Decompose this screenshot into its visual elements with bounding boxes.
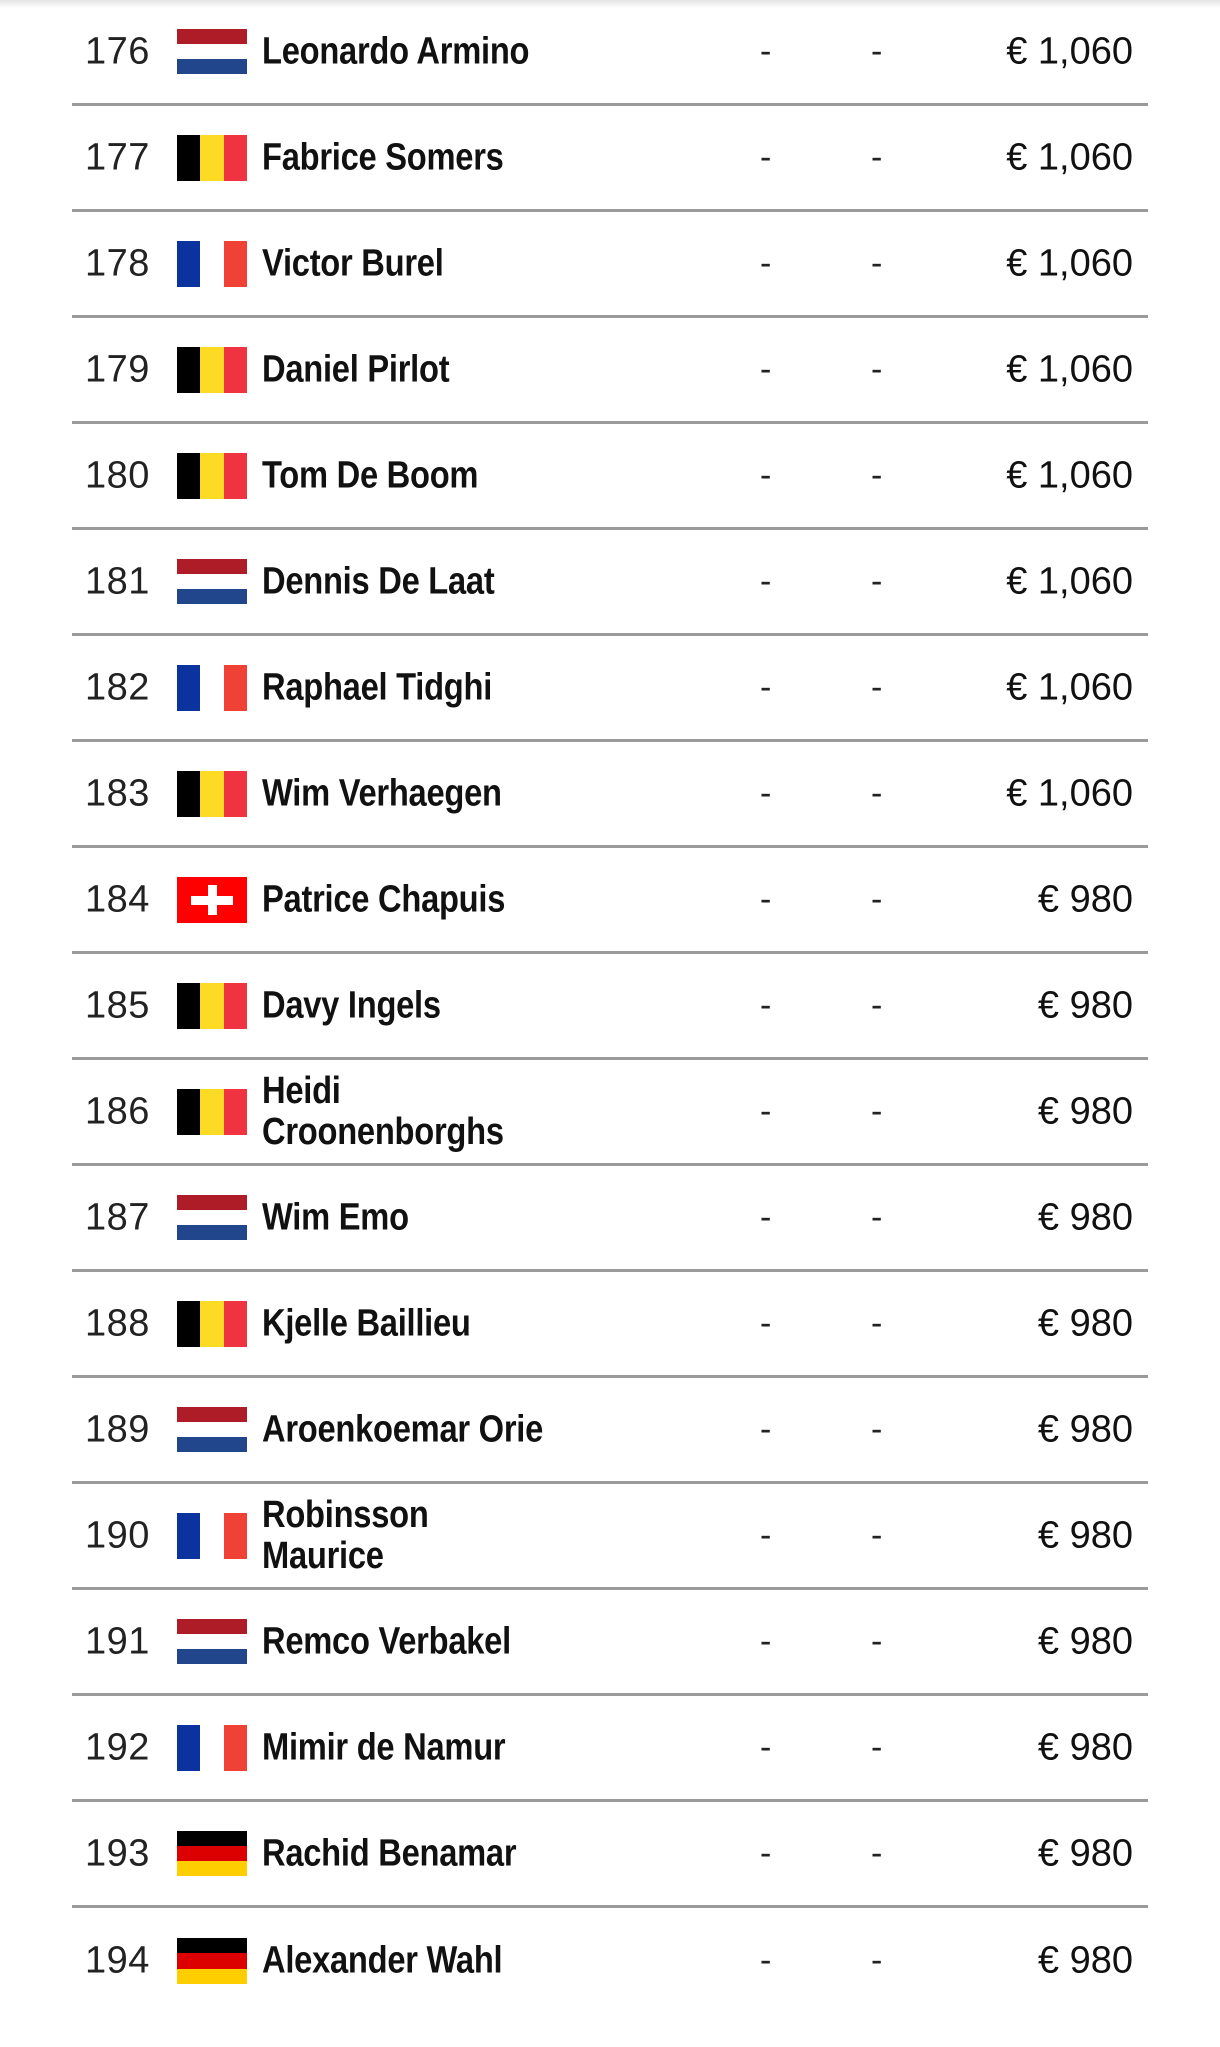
prize-amount: € 1,060 [1006, 136, 1133, 178]
stat-column-2: - [871, 1834, 883, 1872]
germany-flag-icon [177, 1831, 247, 1877]
prize-amount: € 980 [1037, 1939, 1133, 1982]
ranking-row[interactable] [72, 1272, 1148, 1378]
stat-column-1: - [760, 774, 772, 812]
rank-number: 179 [85, 348, 150, 390]
stat-column-2: - [871, 668, 883, 706]
france-flag-icon [177, 665, 247, 711]
stat-column-1: - [760, 880, 772, 918]
stat-column-1: - [760, 350, 772, 388]
prize-amount: € 980 [1037, 1408, 1133, 1450]
belgium-flag-icon [177, 1089, 247, 1135]
prize-amount: € 1,060 [1006, 348, 1133, 390]
switzerland-flag-icon [177, 877, 247, 923]
player-name[interactable]: Mimir de Namur [262, 1726, 506, 1768]
stat-column-1: - [760, 1834, 772, 1872]
stat-column-1: - [760, 456, 772, 494]
stat-column-1: - [760, 1941, 772, 1980]
prize-amount: € 980 [1037, 1620, 1133, 1662]
stat-column-2: - [871, 986, 883, 1024]
ranking-row[interactable] [72, 742, 1148, 848]
ranking-row[interactable] [72, 1908, 1148, 2014]
prize-amount: € 1,060 [1006, 242, 1133, 284]
ranking-row[interactable] [72, 1378, 1148, 1484]
ranking-row[interactable] [72, 530, 1148, 636]
ranking-row[interactable] [72, 212, 1148, 318]
france-flag-icon [177, 1725, 247, 1771]
prize-amount: € 980 [1037, 1514, 1133, 1556]
player-name[interactable]: Patrice Chapuis [262, 878, 506, 920]
stat-column-2: - [871, 1941, 883, 1980]
belgium-flag-icon [177, 347, 247, 393]
ranking-row[interactable] [72, 1060, 1148, 1166]
belgium-flag-icon [177, 135, 247, 181]
rank-number: 184 [85, 878, 150, 920]
prize-amount: € 1,060 [1006, 30, 1133, 72]
ranking-row[interactable] [72, 1802, 1148, 1908]
stat-column-1: - [760, 1198, 772, 1236]
rank-number: 183 [85, 772, 150, 814]
rank-number: 188 [85, 1302, 150, 1344]
stat-column-2: - [871, 350, 883, 388]
ranking-row[interactable] [72, 848, 1148, 954]
france-flag-icon [177, 241, 247, 287]
rank-number: 180 [85, 454, 150, 496]
prize-amount: € 980 [1037, 1726, 1133, 1768]
stat-column-2: - [871, 32, 883, 70]
rank-number: 178 [85, 242, 150, 284]
player-name[interactable]: Heidi Croonenborghs [262, 1069, 504, 1153]
stat-column-1: - [760, 1728, 772, 1766]
ranking-list [72, 0, 1148, 2014]
stat-column-2: - [871, 1092, 883, 1130]
belgium-flag-icon [177, 453, 247, 499]
prize-amount: € 980 [1037, 984, 1133, 1026]
rank-number: 182 [85, 666, 150, 708]
stat-column-2: - [871, 244, 883, 282]
player-name[interactable]: Leonardo Armino [262, 30, 530, 72]
prize-amount: € 980 [1037, 878, 1133, 920]
stat-column-2: - [871, 1410, 883, 1448]
prize-amount: € 980 [1037, 1090, 1133, 1132]
ranking-row[interactable] [72, 1166, 1148, 1272]
rank-number: 176 [85, 30, 150, 72]
rank-number: 194 [85, 1939, 150, 1982]
ranking-row[interactable] [72, 318, 1148, 424]
rank-number: 186 [85, 1090, 150, 1132]
netherlands-flag-icon [177, 559, 247, 605]
france-flag-icon [177, 1513, 247, 1559]
belgium-flag-icon [177, 983, 247, 1029]
netherlands-flag-icon [177, 1195, 247, 1241]
ranking-row[interactable] [72, 954, 1148, 1060]
rank-number: 191 [85, 1620, 150, 1662]
stat-column-1: - [760, 668, 772, 706]
stat-column-2: - [871, 1516, 883, 1554]
ranking-row[interactable] [72, 1696, 1148, 1802]
stat-column-2: - [871, 1728, 883, 1766]
stat-column-2: - [871, 1622, 883, 1660]
stat-column-1: - [760, 1304, 772, 1342]
stat-column-2: - [871, 1198, 883, 1236]
prize-amount: € 1,060 [1006, 560, 1133, 602]
rank-number: 192 [85, 1726, 150, 1768]
player-name[interactable]: Aroenkoemar Orie [262, 1408, 544, 1450]
prize-amount: € 980 [1037, 1302, 1133, 1344]
player-name[interactable]: Fabrice Somers [262, 136, 504, 178]
rank-number: 189 [85, 1408, 150, 1450]
prize-amount: € 1,060 [1006, 666, 1133, 708]
stat-column-1: - [760, 1516, 772, 1554]
prize-amount: € 980 [1037, 1196, 1133, 1238]
ranking-row[interactable] [72, 1590, 1148, 1696]
stat-column-2: - [871, 138, 883, 176]
player-name[interactable]: Victor Burel [262, 242, 444, 284]
stat-column-2: - [871, 456, 883, 494]
prize-amount: € 1,060 [1006, 454, 1133, 496]
rank-number: 193 [85, 1832, 150, 1874]
ranking-row[interactable] [72, 636, 1148, 742]
player-name[interactable]: Alexander Wahl [262, 1939, 503, 1982]
ranking-row[interactable] [72, 1484, 1148, 1590]
player-name[interactable]: Daniel Pirlot [262, 348, 450, 390]
ranking-row[interactable] [72, 424, 1148, 530]
prize-amount: € 980 [1037, 1832, 1133, 1874]
rank-number: 181 [85, 560, 150, 602]
stat-column-2: - [871, 880, 883, 918]
stat-column-1: - [760, 562, 772, 600]
player-name[interactable]: Raphael Tidghi [262, 666, 493, 708]
stat-column-2: - [871, 774, 883, 812]
player-name[interactable]: Dennis De Laat [262, 560, 495, 602]
stat-column-1: - [760, 138, 772, 176]
player-name[interactable]: Robinsson Maurice [262, 1493, 429, 1577]
netherlands-flag-icon [177, 1619, 247, 1665]
netherlands-flag-icon [177, 1407, 247, 1453]
belgium-flag-icon [177, 771, 247, 817]
player-name[interactable]: Tom De Boom [262, 454, 479, 496]
germany-flag-icon [177, 1938, 247, 1984]
belgium-flag-icon [177, 1301, 247, 1347]
stat-column-1: - [760, 1092, 772, 1130]
player-name[interactable]: Remco Verbakel [262, 1620, 511, 1662]
ranking-row[interactable] [72, 106, 1148, 212]
stat-column-1: - [760, 244, 772, 282]
rank-number: 185 [85, 984, 150, 1026]
rank-number: 177 [85, 136, 150, 178]
player-name[interactable]: Rachid Benamar [262, 1832, 517, 1874]
stat-column-1: - [760, 1410, 772, 1448]
rank-number: 190 [85, 1514, 150, 1556]
stat-column-1: - [760, 986, 772, 1024]
ranking-row[interactable] [72, 0, 1148, 106]
player-name[interactable]: Kjelle Baillieu [262, 1302, 471, 1344]
netherlands-flag-icon [177, 29, 247, 75]
prize-amount: € 1,060 [1006, 772, 1133, 814]
stat-column-1: - [760, 1622, 772, 1660]
player-name[interactable]: Wim Emo [262, 1196, 409, 1238]
player-name[interactable]: Wim Verhaegen [262, 772, 502, 814]
stat-column-2: - [871, 562, 883, 600]
stat-column-2: - [871, 1304, 883, 1342]
player-name[interactable]: Davy Ingels [262, 984, 441, 1026]
rank-number: 187 [85, 1196, 150, 1238]
stat-column-1: - [760, 32, 772, 70]
